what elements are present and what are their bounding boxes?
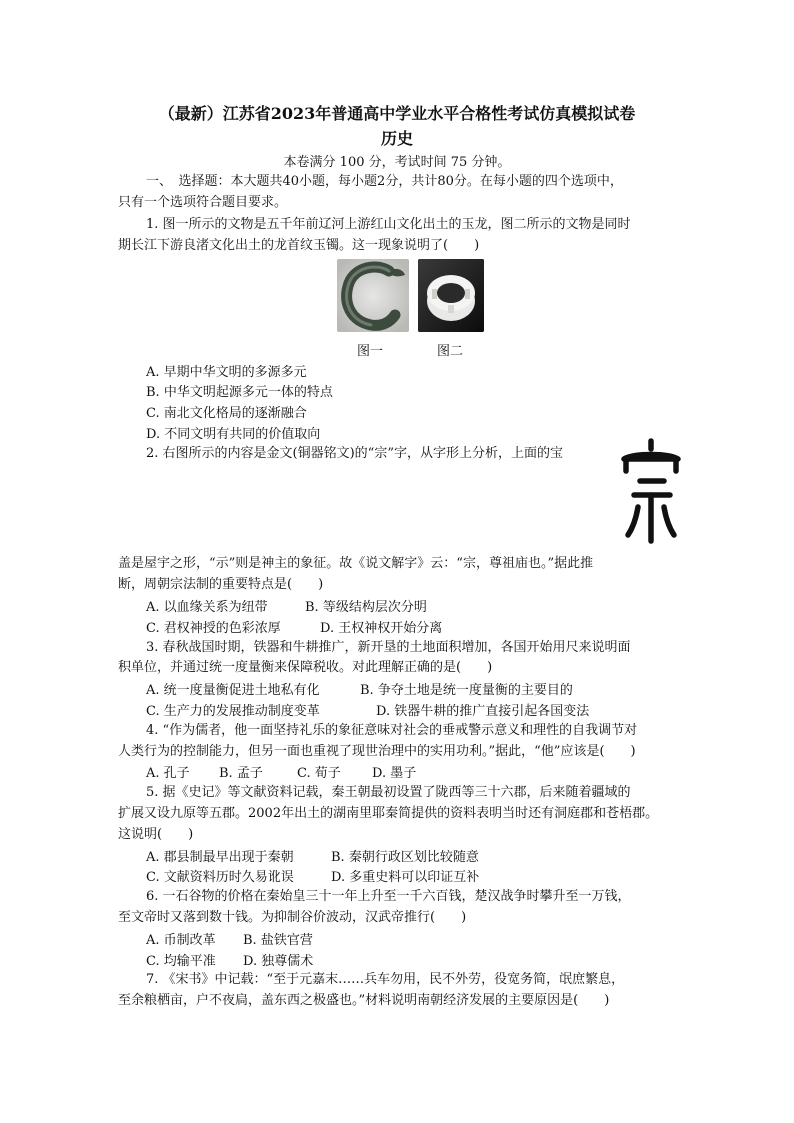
q4-stem-line-1: 4. “作为儒者，他一面坚持礼乐的象征意味对社会的垂戒警示意义和理性的自我调节对 [146, 723, 638, 738]
q2-option-c[interactable]: C. 君权神授的色彩浓厚 [146, 621, 281, 636]
exam-title: （最新）江苏省2023年普通高中学业水平合格性考试仿真模拟试卷 [158, 104, 636, 123]
jade-dragon-icon [337, 259, 409, 332]
q2-option-d[interactable]: D. 王权神权开始分离 [320, 621, 443, 636]
q4-option-c[interactable]: C. 荀子 [297, 766, 341, 781]
q4-option-a[interactable]: A. 孔子 [146, 766, 190, 781]
subject-title: 历史 [380, 129, 413, 148]
q1-option-b[interactable]: B. 中华文明起源多元一体的特点 [146, 385, 333, 400]
figure-1-caption: 图一 [357, 344, 384, 359]
section-instruction-line-2: 只有一个选项符合题目要求。 [118, 195, 288, 210]
q4-option-b[interactable]: B. 孟子 [219, 766, 263, 781]
q5-stem-line-2: 扩展又设九原等五郡。2002年出土的湖南里耶秦简提供的资料表明当时还有洞庭郡和苍梧郡。 [118, 806, 659, 821]
q3-option-b[interactable]: B. 争夺土地是统一度量衡的主要目的 [360, 683, 573, 698]
q6-stem-line-1: 6. 一石谷物的价格在秦始皇三十一年上升至一千六百钱，楚汉战争时攀升至一万钱， [146, 889, 631, 904]
q5-option-a[interactable]: A. 郡县制最早出现于秦朝 [146, 850, 294, 865]
q1-option-d[interactable]: D. 不同文明有共同的价值取向 [146, 427, 321, 442]
q6-option-d[interactable]: D. 独尊儒术 [243, 954, 314, 969]
q4-option-d[interactable]: D. 墨子 [372, 766, 417, 781]
q2-stem-line-2: 盖是屋宇之形，“示”则是神主的象征。故《说文解字》云：“宗，尊祖庙也。”据此推 [118, 556, 594, 571]
jade-bracelet-icon [418, 259, 484, 332]
q5-option-c[interactable]: C. 文献资料历时久易讹误 [146, 870, 294, 885]
q3-option-a[interactable]: A. 统一度量衡促进土地私有化 [146, 683, 320, 698]
q3-option-d[interactable]: D. 铁器牛耕的推广直接引起各国变法 [376, 704, 590, 719]
q1-option-a[interactable]: A. 早期中华文明的多源多元 [146, 365, 307, 380]
q3-stem-line-1: 3. 春秋战国时期，铁器和牛耕推广，新开垦的土地面积增加，各国开始用尺来说明面 [146, 640, 631, 655]
figure-2-caption: 图二 [437, 344, 464, 359]
q3-option-c[interactable]: C. 生产力的发展推动制度变革 [146, 704, 320, 719]
zong-character-image [620, 437, 682, 547]
q2-option-b[interactable]: B. 等级结构层次分明 [305, 600, 427, 615]
q7-stem-line-1: 7. 《宋书》中记载：“至于元嘉末……兵车勿用，民不外劳，役宽务简，氓庶繁息， [146, 972, 625, 987]
q3-stem-line-2: 积单位，并通过统一度量衡来保障税收。对此理解正确的是( ) [118, 660, 493, 675]
q5-option-b[interactable]: B. 秦朝行政区划比较随意 [331, 850, 479, 865]
q4-stem-line-2: 人类行为的控制能力，但另一面也重视了现世治理中的实用功利。”据此，“他”应该是( ) [118, 744, 636, 759]
q5-stem-line-1: 5. 据《史记》等文献资料记载，秦王朝最初设置了陇西等三十六郡，后来随着疆域的 [146, 785, 631, 800]
zong-bronze-script-icon [620, 437, 682, 547]
q2-stem-line-3: 断，周朝宗法制的重要特点是( ) [118, 577, 324, 592]
jade-dragon-image [337, 259, 409, 332]
jade-bracelet-image [418, 259, 484, 332]
q1-option-c[interactable]: C. 南北文化格局的逐渐融合 [146, 406, 307, 421]
q6-option-c[interactable]: C. 均输平准 [146, 954, 216, 969]
section-instruction-line-1: 一、 选择题：本大题共40小题，每小题2分，共计80分。在每小题的四个选项中， [146, 174, 623, 189]
q6-stem-line-2: 至文帝时又落到数十钱。为抑制谷价波动，汉武帝推行( ) [118, 910, 467, 925]
q6-option-a[interactable]: A. 币制改革 [146, 933, 216, 948]
q2-stem-line-1: 2. 右图所示的内容是金文(铜器铭文)的“宗”字，从字形上分析，上面的宝 [146, 446, 563, 461]
q1-stem-line-1: 1. 图一所示的文物是五千年前辽河上游红山文化出土的玉龙，图二所示的文物是同时 [146, 217, 631, 232]
q6-option-b[interactable]: B. 盐铁官营 [243, 933, 313, 948]
q5-option-d[interactable]: D. 多重史料可以印证互补 [331, 870, 480, 885]
q7-stem-line-2: 至余粮栖亩，户不夜扃，盖东西之极盛也。”材料说明南朝经济发展的主要原因是( ) [118, 993, 610, 1008]
q1-stem-line-2: 期长江下游良渚文化出土的龙首纹玉镯。这一现象说明了( ) [118, 238, 480, 253]
exam-note: 本卷满分 100 分，考试时间 75 分钟。 [283, 155, 511, 170]
q5-stem-line-3: 这说明( ) [118, 827, 194, 842]
q2-option-a[interactable]: A. 以血缘关系为纽带 [146, 600, 268, 615]
